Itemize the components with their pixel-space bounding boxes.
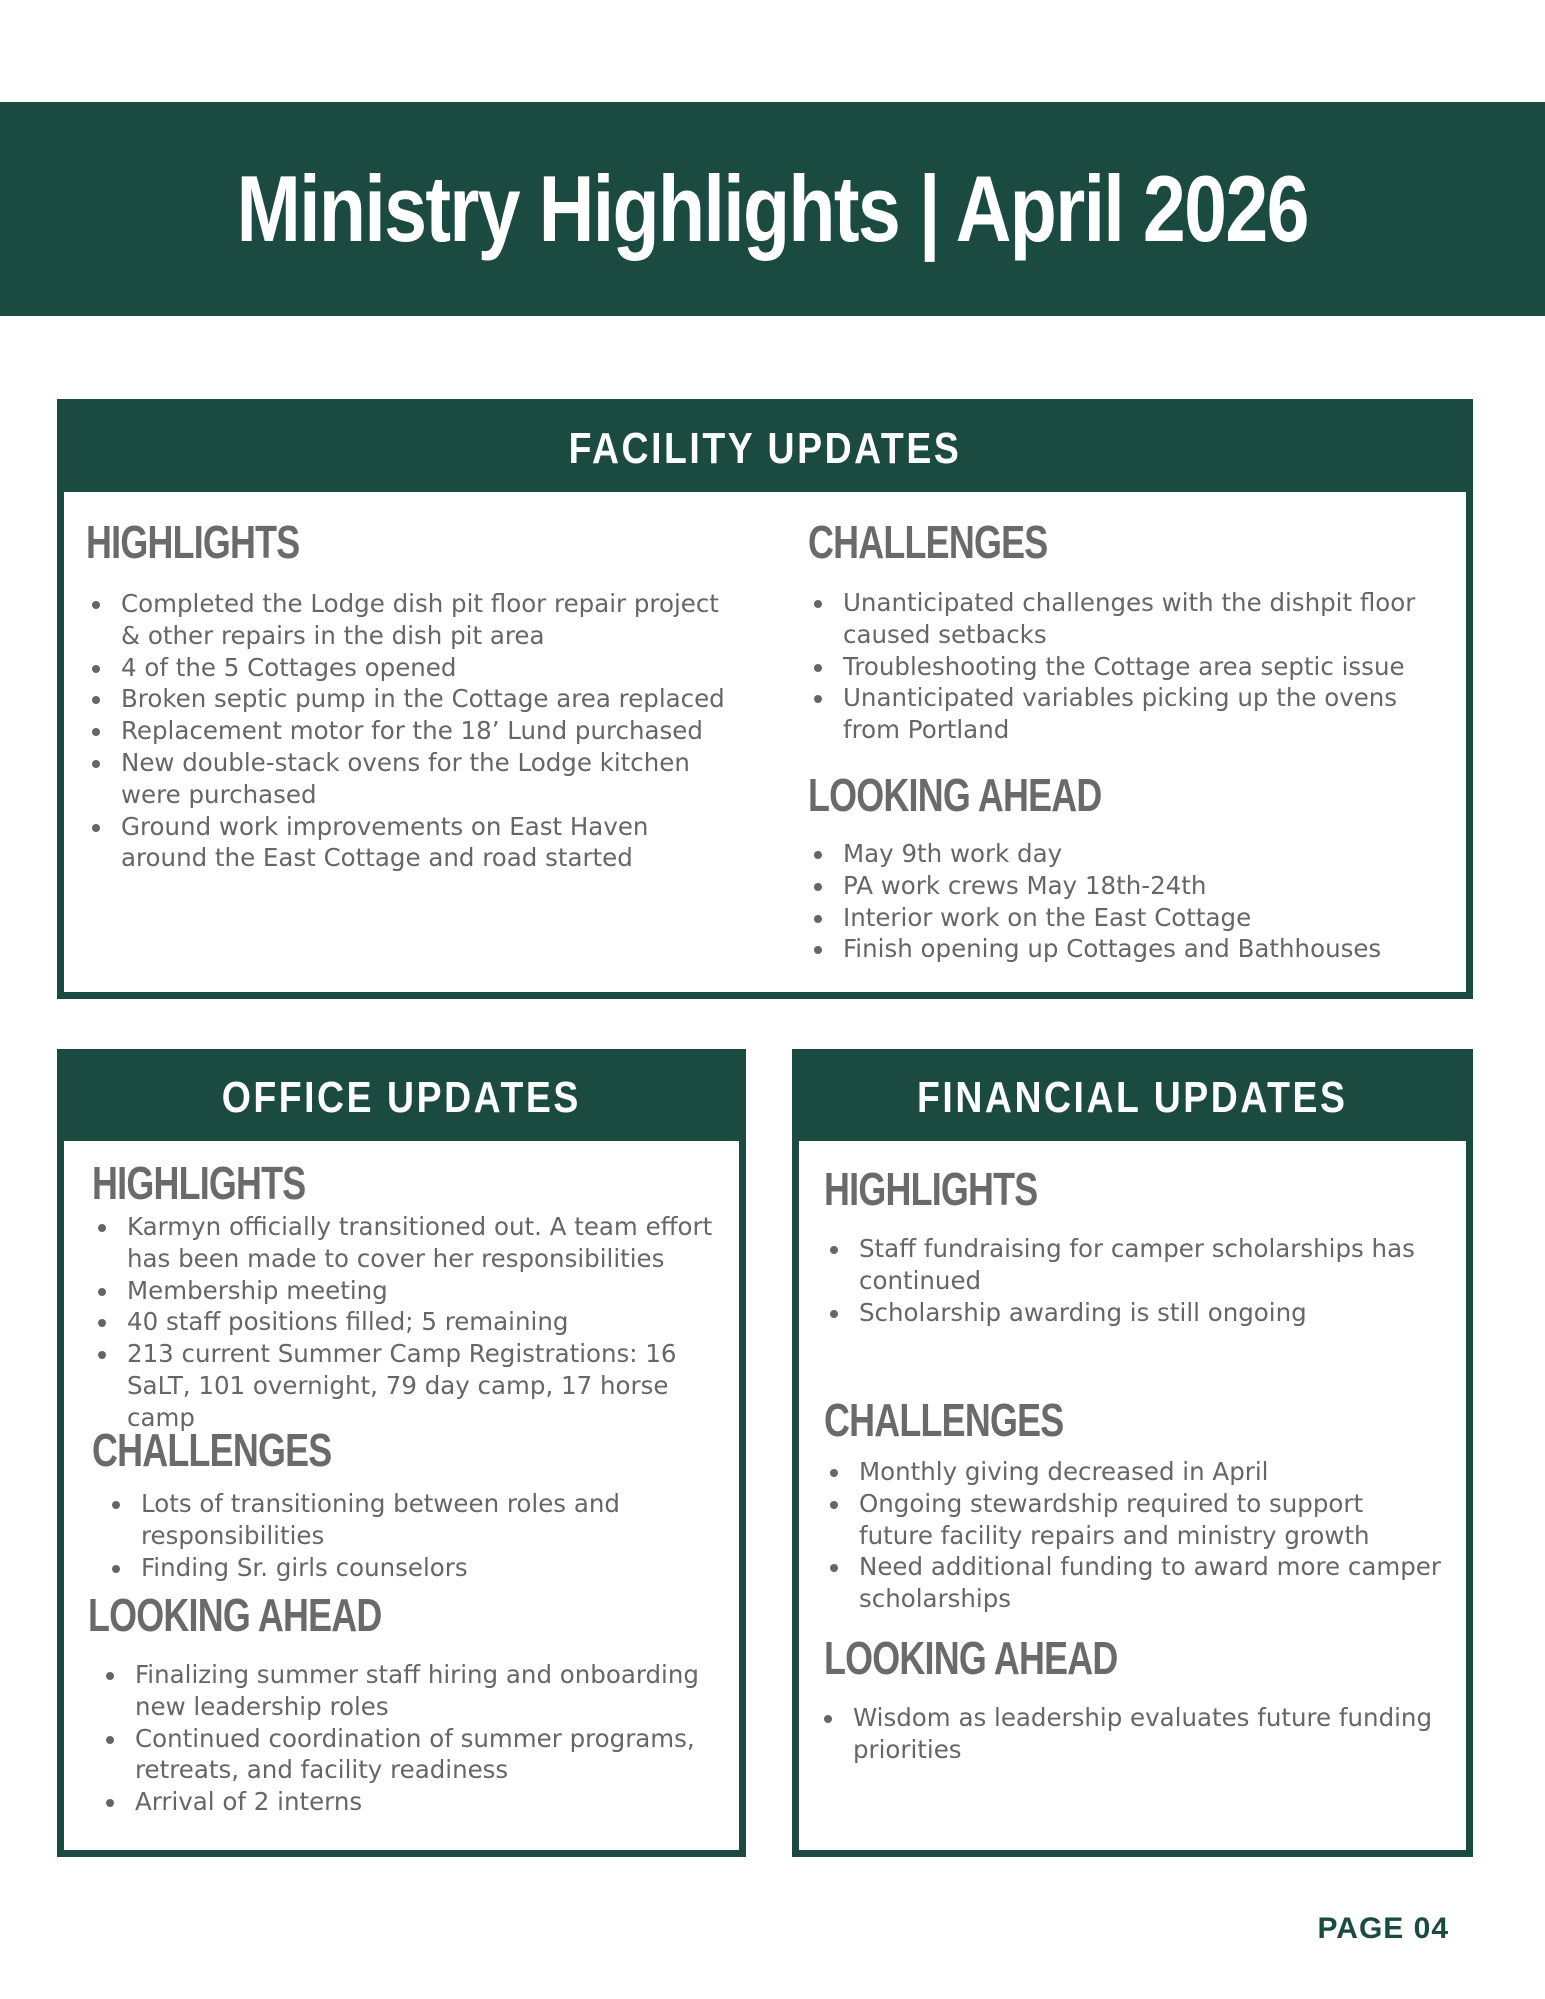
office-challenges-list bbox=[106, 1488, 692, 1583]
office-updates-header bbox=[63, 1055, 740, 1141]
list-item: Unanticipated variables picking up the ovens from Portland bbox=[808, 682, 1418, 746]
list-item: Interior work on the East Cottage bbox=[808, 902, 1418, 934]
list-item: Unanticipated challenges with the dishpit floor caused setbacks bbox=[808, 587, 1418, 651]
list-item: May 9th work day bbox=[808, 838, 1418, 870]
facility-highlights-list bbox=[86, 588, 726, 874]
facility-challenges-list bbox=[808, 587, 1418, 746]
financial-updates-panel bbox=[792, 1049, 1473, 1857]
list-item: Finding Sr. girls counselors bbox=[106, 1552, 692, 1584]
list-item: Ongoing stewardship required to support future facility repairs and ministry growth bbox=[824, 1488, 1444, 1552]
financial-ahead-list bbox=[818, 1702, 1444, 1766]
list-item: Scholarship awarding is still ongoing bbox=[824, 1297, 1444, 1329]
list-item: Staff fundraising for camper scholarships has continued bbox=[824, 1233, 1444, 1297]
financial-updates-heading: FINANCIAL UPDATES bbox=[917, 1073, 1348, 1122]
list-item: Need additional funding to award more camper scholarships bbox=[824, 1551, 1444, 1615]
office-highlights-section bbox=[92, 1155, 722, 1434]
list-item: Finalizing summer staff hiring and onboarding new leadership roles bbox=[100, 1659, 708, 1723]
facility-ahead-list bbox=[808, 838, 1418, 965]
facility-highlights-section bbox=[86, 514, 726, 874]
office-highlights-list bbox=[92, 1211, 722, 1434]
list-item: Arrival of 2 interns bbox=[100, 1786, 708, 1818]
page-title: Ministry Highlights | April 2026 bbox=[236, 156, 1309, 261]
list-item: PA work crews May 18th-24th bbox=[808, 870, 1418, 902]
office-updates-panel bbox=[57, 1049, 746, 1857]
facility-ahead-title: LOOKING AHEAD bbox=[808, 769, 1102, 821]
facility-updates-heading: FACILITY UPDATES bbox=[568, 423, 962, 473]
title-banner bbox=[0, 102, 1545, 316]
financial-challenges-title: CHALLENGES bbox=[824, 1394, 1064, 1446]
list-item: Replacement motor for the 18’ Lund purchased bbox=[86, 715, 726, 747]
financial-challenges-section bbox=[824, 1392, 1444, 1615]
list-item: Karmyn officially transitioned out. A team effort has been made to cover her responsibilities bbox=[92, 1211, 722, 1275]
list-item: 40 staff positions filled; 5 remaining bbox=[92, 1306, 722, 1338]
list-item: Completed the Lodge dish pit floor repair project & other repairs in the dish pit area bbox=[86, 588, 726, 652]
list-item: Membership meeting bbox=[92, 1275, 722, 1307]
list-item: 4 of the 5 Cottages opened bbox=[86, 652, 726, 684]
office-updates-heading: OFFICE UPDATES bbox=[221, 1073, 582, 1122]
list-item: Broken septic pump in the Cottage area replaced bbox=[86, 683, 726, 715]
list-item: Continued coordination of summer programs, retreats, and facility readiness bbox=[100, 1723, 708, 1787]
office-ahead-section bbox=[88, 1587, 708, 1818]
list-item: New double-stack ovens for the Lodge kitchen were purchased bbox=[86, 747, 726, 811]
list-item: 213 current Summer Camp Registrations: 16 SaLT, 101 overnight, 79 day camp, 17 horse camp bbox=[92, 1338, 722, 1433]
office-challenges-title: CHALLENGES bbox=[92, 1424, 332, 1476]
financial-updates-header bbox=[798, 1055, 1467, 1141]
list-item: Troubleshooting the Cottage area septic issue bbox=[808, 651, 1418, 683]
financial-highlights-section bbox=[824, 1161, 1444, 1328]
facility-ahead-section bbox=[808, 767, 1418, 965]
facility-updates-header bbox=[63, 405, 1467, 492]
financial-ahead-title: LOOKING AHEAD bbox=[824, 1632, 1118, 1684]
financial-highlights-title: HIGHLIGHTS bbox=[824, 1163, 1038, 1215]
list-item: Finish opening up Cottages and Bathhouses bbox=[808, 933, 1418, 965]
office-ahead-title: LOOKING AHEAD bbox=[88, 1589, 382, 1641]
financial-challenges-list bbox=[824, 1456, 1444, 1615]
office-highlights-title: HIGHLIGHTS bbox=[92, 1157, 306, 1209]
office-ahead-list bbox=[100, 1659, 708, 1818]
page-number: PAGE 04 bbox=[1317, 1912, 1449, 1945]
facility-challenges-title: CHALLENGES bbox=[808, 516, 1048, 568]
list-item: Monthly giving decreased in April bbox=[824, 1456, 1444, 1488]
list-item: Wisdom as leadership evaluates future funding priorities bbox=[818, 1702, 1444, 1766]
facility-challenges-section bbox=[808, 514, 1418, 746]
list-item: Ground work improvements on East Haven around the East Cottage and road started bbox=[86, 811, 726, 875]
list-item: Lots of transitioning between roles and responsibilities bbox=[106, 1488, 692, 1552]
financial-ahead-section bbox=[824, 1630, 1444, 1766]
office-challenges-section bbox=[92, 1422, 692, 1583]
facility-highlights-title: HIGHLIGHTS bbox=[86, 516, 300, 568]
financial-highlights-list bbox=[824, 1233, 1444, 1328]
facility-updates-panel bbox=[57, 399, 1473, 999]
